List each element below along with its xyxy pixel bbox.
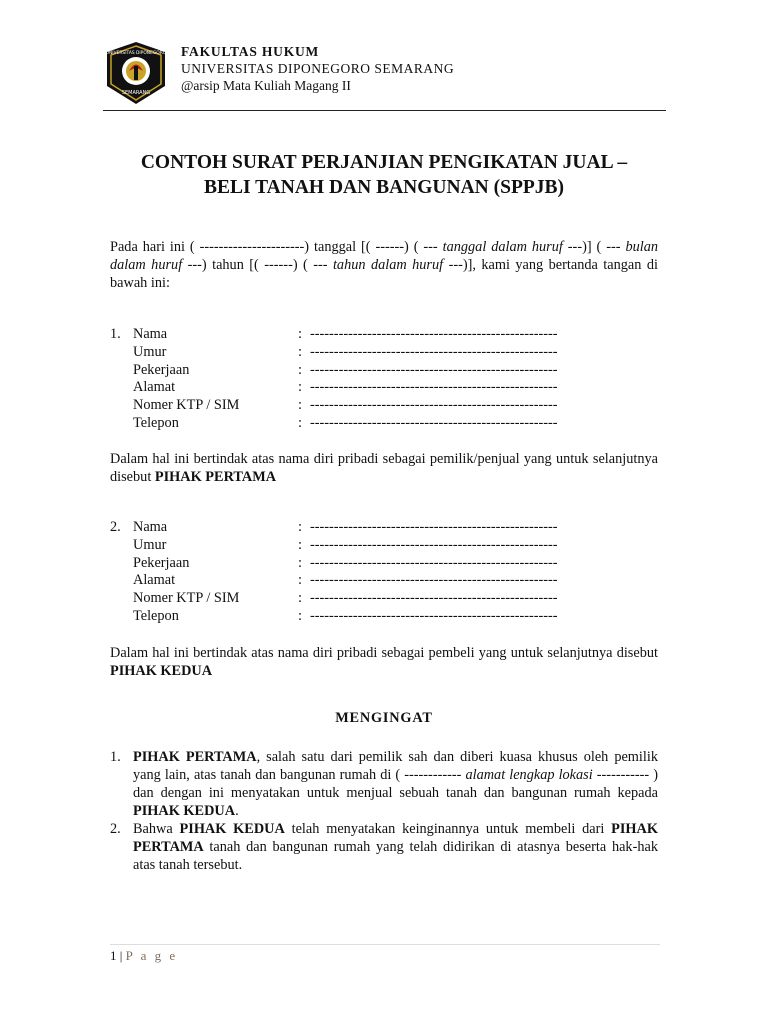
list-text (133, 748, 658, 820)
seal-text-bottom: SEMARANG (121, 90, 151, 96)
identity-row (110, 397, 658, 415)
intro-italic: tanggal dalam huruf (442, 239, 563, 255)
field-label: Umur (133, 343, 167, 360)
identity-row (110, 590, 658, 608)
identity-row (110, 326, 658, 344)
party-designation: PIHAK PERTAMA (154, 469, 277, 485)
field-blank: ---------------------------------------------------- (310, 361, 558, 378)
text-run: tanah dan bangunan rumah yang telah didirikan di atasnya beserta hak-hak atas tanah tersebut. (133, 839, 658, 873)
text-run: , salah satu dari pemilik sah dan diberi kuasa khusus oleh pemilik yang lain, atas tanah dan bangunan rumah di ( ------------ (133, 749, 658, 783)
description-text: Dalam hal ini bertindak atas nama diri pribadi sebagai pemilik/penjual yang untuk selanjutnya disebut (110, 451, 658, 485)
field-colon: : (298, 343, 302, 360)
bold-term: PIHAK KEDUA (133, 803, 236, 819)
party-2-description (110, 644, 658, 680)
mengingat-list (110, 748, 658, 874)
identity-row (110, 379, 658, 397)
document-title (0, 150, 768, 200)
bold-term: PIHAK KEDUA (179, 821, 285, 837)
field-label: Nomer KTP / SIM (133, 590, 240, 607)
identity-row (110, 572, 658, 590)
field-blank: ---------------------------------------------------- (310, 343, 558, 360)
field-blank: ---------------------------------------------------- (310, 607, 558, 624)
seal-text-top: UNIVERSITAS DIPONEGORO (105, 51, 167, 56)
field-blank: ---------------------------------------------------- (310, 572, 558, 589)
intro-paragraph (110, 238, 658, 292)
identity-row (110, 362, 658, 380)
section-heading-mengingat: MENGINGAT (335, 710, 433, 726)
faculty-name: FAKULTAS HUKUM (181, 44, 320, 59)
field-label: Umur (133, 536, 167, 553)
identity-row (110, 537, 658, 555)
footer-divider (110, 944, 660, 945)
party-1-identity (110, 326, 658, 433)
party-number: 2. (110, 519, 121, 535)
header-text (181, 43, 454, 94)
field-colon: : (298, 397, 302, 414)
intro-text: Pada hari ini ( ----------------------) tanggal [( ------) ( --- (110, 239, 443, 255)
document-header (103, 40, 666, 111)
field-colon: : (298, 379, 302, 396)
identity-row (110, 415, 658, 433)
identity-row (110, 344, 658, 362)
field-colon: : (298, 414, 302, 431)
field-colon: : (298, 519, 302, 535)
field-blank: ---------------------------------------------------- (310, 326, 558, 342)
field-colon: : (298, 536, 302, 553)
page-separator: | (116, 948, 126, 963)
bold-term: PIHAK PERTAMA (133, 749, 257, 765)
text-run: . (235, 803, 239, 819)
intro-text: ---) tahun [( ------) ( --- (182, 257, 333, 273)
party-designation: PIHAK KEDUA (110, 663, 213, 679)
field-colon: : (298, 607, 302, 624)
page-footer (110, 948, 178, 964)
party-1-description (110, 450, 658, 486)
field-label: Alamat (133, 379, 176, 396)
field-label: Nomer KTP / SIM (133, 397, 240, 414)
field-label: Telepon (133, 414, 179, 431)
university-seal-icon (103, 40, 169, 106)
field-label: Nama (133, 326, 168, 342)
party-2-identity (110, 519, 658, 626)
identity-row (110, 608, 658, 626)
field-blank: ---------------------------------------------------- (310, 397, 558, 414)
description-text: Dalam hal ini bertindak atas nama diri pribadi sebagai pembeli yang untuk selanjutnya disebut (110, 645, 658, 661)
field-blank: ---------------------------------------------------- (310, 379, 558, 396)
field-blank: ---------------------------------------------------- (310, 414, 558, 431)
intro-text: ---)], kami yang bertanda tangan di bawah ini: (110, 257, 658, 291)
intro-text: ---)] ( --- (562, 239, 626, 255)
italic-term: alamat lengkap lokasi (465, 767, 593, 783)
field-blank: ---------------------------------------------------- (310, 590, 558, 607)
list-number: 1. (110, 749, 121, 765)
text-run: ----------- ) dan dengan ini menyatakan untuk menjual sebuah tanah dan bangunan rumah kepada (133, 767, 658, 801)
field-label: Pekerjaan (133, 361, 190, 378)
field-label: Nama (133, 519, 168, 535)
field-colon: : (298, 361, 302, 378)
identity-row (110, 555, 658, 573)
field-colon: : (298, 572, 302, 589)
list-number: 2. (110, 821, 121, 837)
field-label: Alamat (133, 572, 176, 589)
field-colon: : (298, 554, 302, 571)
text-run: Bahwa (133, 821, 180, 837)
bold-term: PIHAK PERTAMA (133, 821, 658, 855)
title-line-2: BELI TANAH DAN BANGUNAN (SPPJB) (203, 177, 565, 198)
title-line-1: CONTOH SURAT PERJANJIAN PENGIKATAN JUAL – (140, 152, 628, 173)
text-run: telah menyatakan keinginannya untuk membeli dari (284, 821, 612, 837)
field-label: Telepon (133, 607, 179, 624)
field-blank: ---------------------------------------------------- (310, 536, 558, 553)
intro-italic: tahun dalam huruf (332, 257, 444, 273)
page-label: P a g e (125, 948, 178, 963)
list-item (110, 748, 658, 820)
field-label: Pekerjaan (133, 554, 190, 571)
identity-row (110, 519, 658, 537)
intro-italic: bulan dalam huruf (110, 239, 659, 273)
field-blank: ---------------------------------------------------- (310, 554, 558, 571)
page-number: 1 (110, 948, 117, 963)
archive-note: @arsip Mata Kuliah Magang II (181, 78, 351, 93)
field-colon: : (298, 590, 302, 607)
list-text (133, 820, 658, 874)
field-blank: ---------------------------------------------------- (310, 519, 558, 535)
list-item (110, 820, 658, 874)
field-colon: : (298, 326, 302, 342)
university-name: UNIVERSITAS DIPONEGORO SEMARANG (181, 61, 455, 76)
party-number: 1. (110, 326, 121, 342)
